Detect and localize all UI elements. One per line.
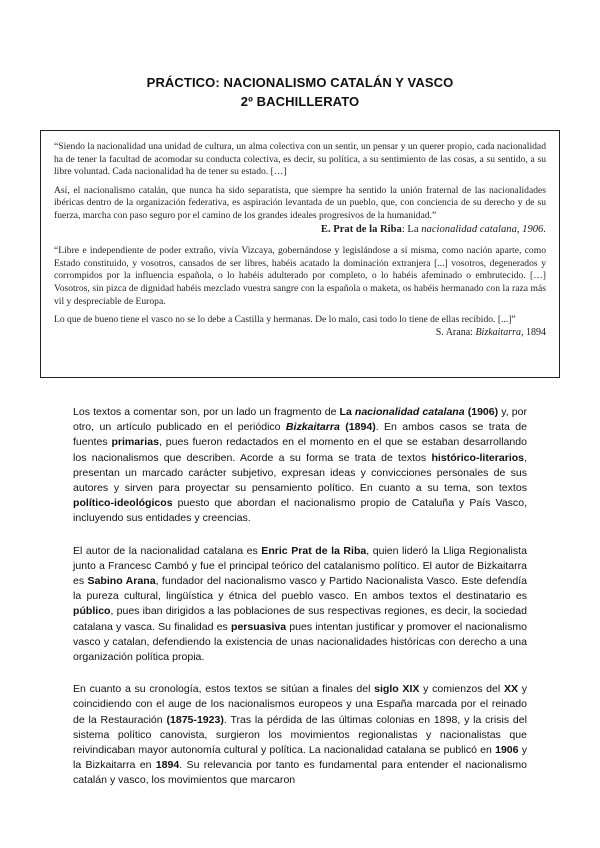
text-run: , pues iban dirigidos a las poblaciones de sus respectivas regiones, es decir, la sociedad catalana y vasca. Su finalidad es	[73, 605, 527, 633]
quote-arana-author: S. Arana	[435, 326, 471, 338]
paragraph-authors	[73, 544, 527, 666]
text-run: . En ambos casos se trata de fuentes	[73, 421, 527, 449]
quote-prat-paragraph-2: Así, el nacionalismo catalán, que nunca ha sido separatista, que siempre ha sentido la unión fraternal de las nacionalidades ibéricas dentro de la organización federativa, es aspiración levantada de un pueblo, que, con conciencia de su derecho y de su fuerza, marcha con paso seguro por el camino de los grandes ideales progresivos de la humanidad.”	[54, 184, 546, 221]
text-run: puesto que abordan el nacionalismo propio de Cataluña y País Vasco, incluyendo sus entidades y creencias.	[73, 497, 527, 525]
text-run: pues intentan justificar y promover el nacionalismo vasco y catalan, defendiendo la existencia de unas nacionalidades históricas con derecho a una organización política propia.	[73, 620, 527, 664]
emphasis-run: La	[339, 406, 355, 418]
text-run: y coincidiendo con el auge de los nacionalismos europeos y una España marcada por el reinado de la Restauración	[73, 683, 527, 726]
quote-prat-author: E. Prat de la Riba	[320, 223, 402, 235]
quote-arana-year: 1894	[523, 326, 546, 338]
text-run: , presentan un marcado carácter subjetivo, expresan ideas y convicciones personales de sus autores y sirven para proyectar su pensamiento político. En cuanto a su tema, son textos	[73, 451, 527, 495]
emphasis-run: nacionalidad catalana	[354, 406, 465, 418]
quote-prat-separator: : La	[401, 223, 422, 235]
text-run: . Tras la pérdida de las últimas colonias en 1898, y la crisis del sistema político canovista, surgieron los movimientos regionalistas y nacionalistas que reivindicaban mayor autonomía cultural y política. La nacionalidad catalana se publicó en	[73, 713, 528, 757]
quotes-box	[40, 130, 560, 378]
emphasis-run: público	[73, 605, 111, 618]
emphasis-run: persuasiva	[231, 620, 287, 633]
commentary-body	[73, 405, 527, 806]
emphasis-run: Enric Prat de la Riba	[261, 544, 367, 557]
quote-prat-work: nacionalidad catalana, 1906.	[421, 223, 546, 235]
emphasis-run: siglo XIX	[374, 683, 420, 696]
emphasis-run: histórico-literarios	[431, 451, 525, 464]
text-run: , quien lideró la Lliga Regionalista junto a Francesc Cambó y fue el principal teórico del catalanismo político. El autor de Bizkaitarra es	[73, 544, 527, 588]
text-run: . Su relevancia por tanto es fundamental para entender el nacionalismo catalán y vasco, los movimientos que marcaron	[73, 759, 527, 787]
text-run: Los textos a comentar son, por un lado un fragmento de	[73, 406, 340, 418]
emphasis-run: XX	[503, 683, 519, 696]
emphasis-run: Sabino Arana	[87, 575, 156, 588]
emphasis-run: 1894	[155, 759, 180, 772]
quote-arana-paragraph-2: Lo que de bueno tiene el vasco no se lo debe a Castilla y hermanas. De lo malo, casi todo lo tiene de ellas recibido. [...]”	[54, 314, 516, 326]
page-title: PRÁCTICO: NACIONALISMO CATALÁN Y VASCO	[146, 75, 454, 90]
quote-prat-paragraph-1: “Siendo la nacionalidad una unidad de cultura, un alma colectiva con un sentir, un pensar y un querer propio, cada nacionalidad ha de tener la facultad de acomodar su conducta colectiva, es decir, su política, a su sentimiento de las cosas, a su sentido, a su libre voluntad. Cada nacionalidad ha de tener su estado. […]	[54, 141, 546, 178]
quote-arana-paragraph-1: “Libre e independiente de poder extraño, vivía Vizcaya, gobernándose y legislándose a sí misma, como nación aparte, como Estado constituido, y vosotros, cansados de ser libres, habéis acatado la dominación extranjera [...] vosotros, degenerados y corrompidos por la influencia española, o lo habéis adulterado por completo, o lo habéis afeminado o embrutecido. […] Vosotros, sin pizca de dignidad habéis mezclado vuestra sangre con la española o maketa, os habéis hermanado con la raza más vil y despreciable de Europa.	[54, 245, 546, 307]
quote-arana-work: Bizkaitarra,	[475, 326, 524, 338]
page-subtitle: 2º BACHILLERATO	[240, 94, 360, 109]
emphasis-run: primarias	[111, 436, 159, 449]
quote-prat-attribution	[54, 224, 546, 237]
emphasis-run: 1906	[495, 744, 519, 757]
text-run: y comienzos del	[419, 683, 504, 696]
emphasis-run: político-ideológicos	[73, 497, 173, 510]
emphasis-run: (1906)	[464, 406, 499, 418]
paragraph-chronology	[73, 682, 527, 788]
text-run: , pues fueron redactados en el momento en el que se estaban desarrollando los nacionalismos que describen. Acorde a su forma se trata de textos	[73, 436, 528, 464]
quote-arana-separator: :	[470, 326, 476, 338]
emphasis-run: (1894)	[339, 421, 376, 434]
text-run: En cuanto a su cronología, estos textos se sitúan a finales del	[73, 683, 375, 696]
text-run: y, por otro, un artículo publicado en el periódico	[73, 406, 527, 434]
emphasis-run: (1875-1923)	[166, 713, 224, 726]
quote-arana-attribution	[54, 327, 546, 340]
paragraph-sources	[73, 405, 527, 527]
emphasis-run: Bizkaitarra	[285, 421, 340, 434]
text-run: El autor de la nacionalidad catalana es	[73, 544, 262, 557]
text-run: y la Bizkaitarra en	[73, 744, 527, 772]
text-run: , fundador del nacionalismo vasco y Partido Nacionalista Vasco. Este defendía la pureza cultural, lingüística y étnica del pueblo vasco. En ambos textos el destinatario es	[73, 575, 527, 603]
